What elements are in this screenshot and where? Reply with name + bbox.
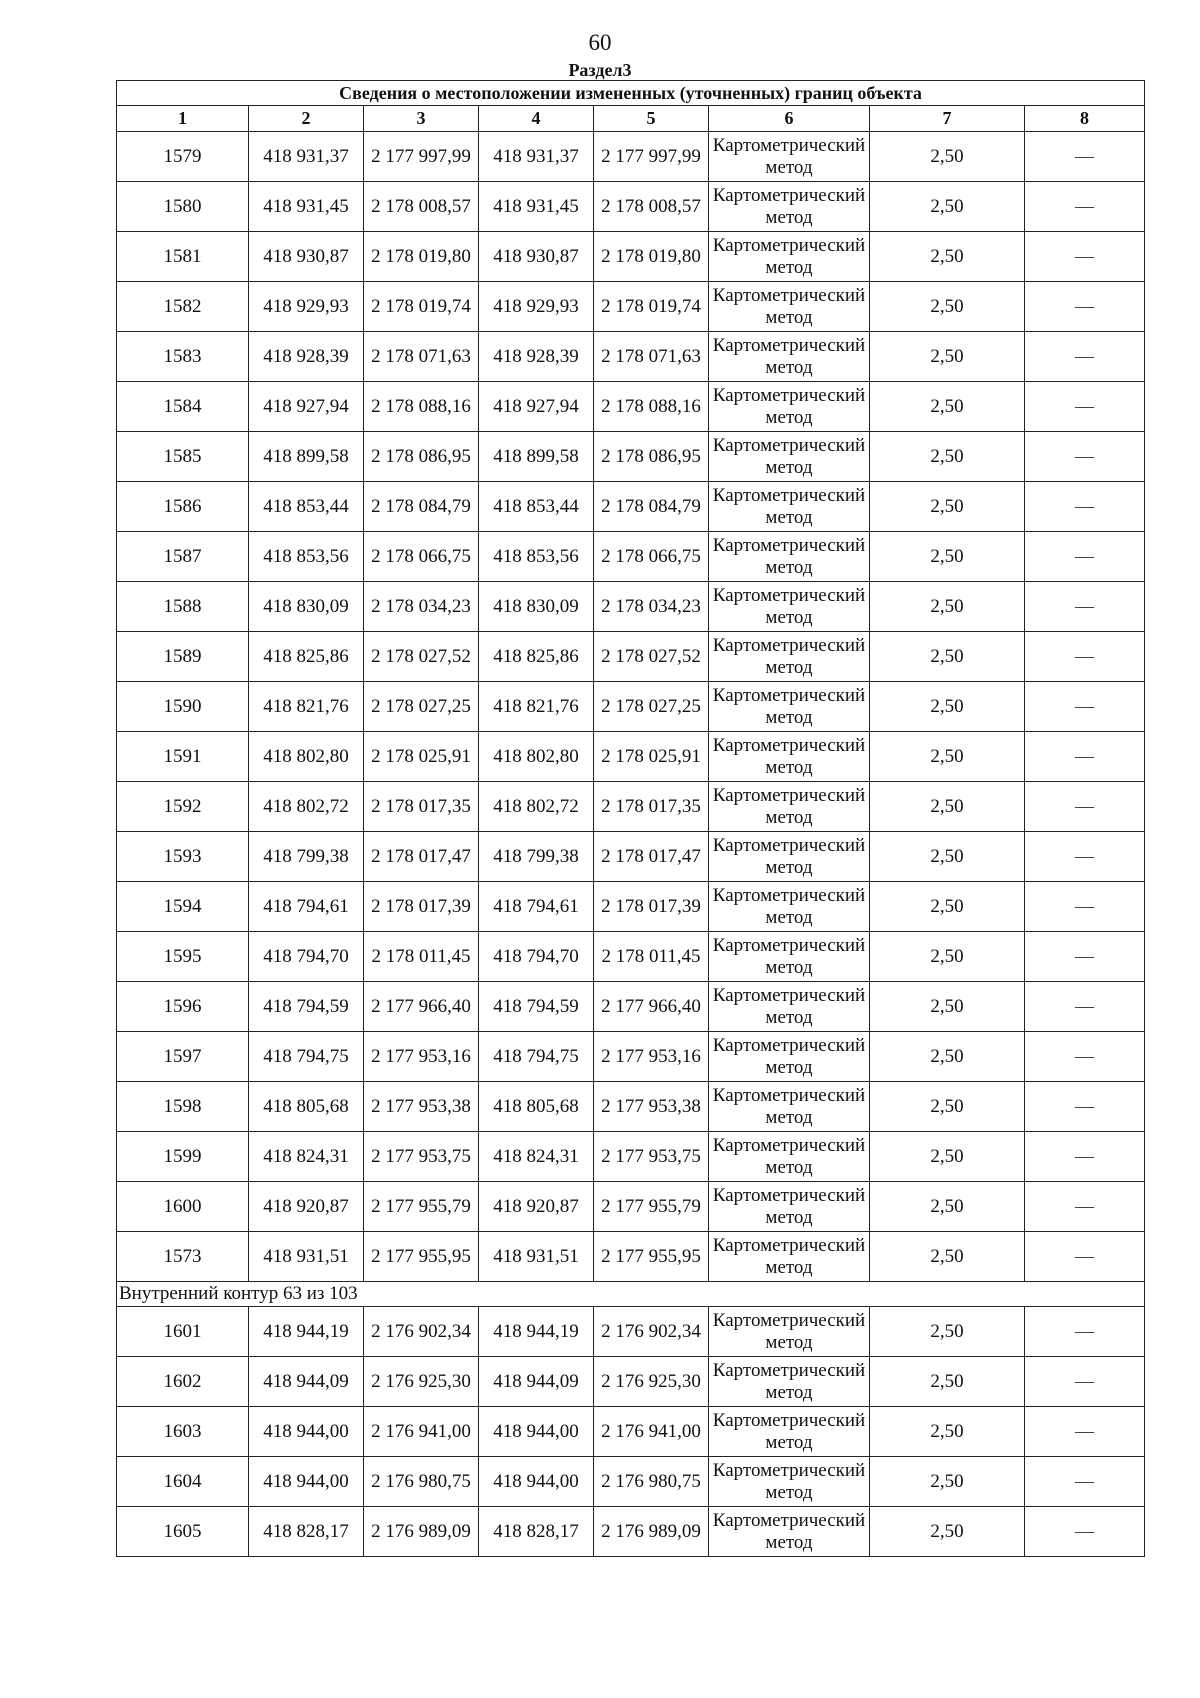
y-new-cell: 2 177 955,79 xyxy=(594,1182,709,1232)
y-old-cell: 2 178 019,80 xyxy=(364,232,479,282)
x-old-cell: 418 931,37 xyxy=(249,132,364,182)
method-cell: Картометрический метод xyxy=(709,682,870,732)
y-new-cell: 2 177 997,99 xyxy=(594,132,709,182)
point-number-cell: 1598 xyxy=(117,1082,249,1132)
description-cell: — xyxy=(1025,1307,1145,1357)
y-old-cell: 2 178 011,45 xyxy=(364,932,479,982)
method-cell: Картометрический метод xyxy=(709,832,870,882)
y-old-cell: 2 178 017,47 xyxy=(364,832,479,882)
precision-cell: 2,50 xyxy=(870,182,1025,232)
description-cell: — xyxy=(1025,232,1145,282)
x-new-cell: 418 824,31 xyxy=(479,1132,594,1182)
table-row xyxy=(117,432,1145,482)
x-new-cell: 418 802,72 xyxy=(479,782,594,832)
table-row xyxy=(117,1232,1145,1282)
column-header: 4 xyxy=(479,106,594,132)
point-number-cell: 1587 xyxy=(117,532,249,582)
precision-cell: 2,50 xyxy=(870,332,1025,382)
description-cell: — xyxy=(1025,1232,1145,1282)
precision-cell: 2,50 xyxy=(870,1407,1025,1457)
x-old-cell: 418 899,58 xyxy=(249,432,364,482)
table-row xyxy=(117,882,1145,932)
x-old-cell: 418 830,09 xyxy=(249,582,364,632)
x-old-cell: 418 927,94 xyxy=(249,382,364,432)
x-new-cell: 418 944,19 xyxy=(479,1307,594,1357)
description-cell: — xyxy=(1025,1132,1145,1182)
x-old-cell: 418 944,09 xyxy=(249,1357,364,1407)
table-row xyxy=(117,582,1145,632)
x-old-cell: 418 794,59 xyxy=(249,982,364,1032)
coordinates-table xyxy=(116,80,1145,1557)
x-old-cell: 418 821,76 xyxy=(249,682,364,732)
y-new-cell: 2 176 902,34 xyxy=(594,1307,709,1357)
x-old-cell: 418 944,19 xyxy=(249,1307,364,1357)
table-row xyxy=(117,682,1145,732)
y-old-cell: 2 177 953,75 xyxy=(364,1132,479,1182)
precision-cell: 2,50 xyxy=(870,232,1025,282)
description-cell: — xyxy=(1025,1182,1145,1232)
table-row xyxy=(117,482,1145,532)
point-number-cell: 1601 xyxy=(117,1307,249,1357)
precision-cell: 2,50 xyxy=(870,1082,1025,1132)
x-new-cell: 418 830,09 xyxy=(479,582,594,632)
method-cell: Картометрический метод xyxy=(709,432,870,482)
x-old-cell: 418 824,31 xyxy=(249,1132,364,1182)
description-cell: — xyxy=(1025,782,1145,832)
method-cell: Картометрический метод xyxy=(709,1457,870,1507)
precision-cell: 2,50 xyxy=(870,732,1025,782)
y-new-cell: 2 178 086,95 xyxy=(594,432,709,482)
method-cell: Картометрический метод xyxy=(709,482,870,532)
point-number-cell: 1592 xyxy=(117,782,249,832)
y-old-cell: 2 178 017,39 xyxy=(364,882,479,932)
x-old-cell: 418 802,80 xyxy=(249,732,364,782)
y-new-cell: 2 178 019,80 xyxy=(594,232,709,282)
precision-cell: 2,50 xyxy=(870,1182,1025,1232)
x-old-cell: 418 853,44 xyxy=(249,482,364,532)
x-new-cell: 418 799,38 xyxy=(479,832,594,882)
table-row xyxy=(117,1507,1145,1557)
method-cell: Картометрический метод xyxy=(709,582,870,632)
description-cell: — xyxy=(1025,1082,1145,1132)
precision-cell: 2,50 xyxy=(870,1132,1025,1182)
description-cell: — xyxy=(1025,882,1145,932)
table-row xyxy=(117,932,1145,982)
description-cell: — xyxy=(1025,832,1145,882)
table-row xyxy=(117,1132,1145,1182)
x-new-cell: 418 931,45 xyxy=(479,182,594,232)
y-old-cell: 2 178 025,91 xyxy=(364,732,479,782)
x-old-cell: 418 794,75 xyxy=(249,1032,364,1082)
y-new-cell: 2 178 017,39 xyxy=(594,882,709,932)
column-header: 7 xyxy=(870,106,1025,132)
x-old-cell: 418 920,87 xyxy=(249,1182,364,1232)
precision-cell: 2,50 xyxy=(870,1457,1025,1507)
y-new-cell: 2 176 989,09 xyxy=(594,1507,709,1557)
y-new-cell: 2 178 034,23 xyxy=(594,582,709,632)
precision-cell: 2,50 xyxy=(870,982,1025,1032)
y-old-cell: 2 176 980,75 xyxy=(364,1457,479,1507)
method-cell: Картометрический метод xyxy=(709,1357,870,1407)
description-cell: — xyxy=(1025,182,1145,232)
y-old-cell: 2 176 902,34 xyxy=(364,1307,479,1357)
table-row xyxy=(117,1407,1145,1457)
method-cell: Картометрический метод xyxy=(709,1407,870,1457)
point-number-cell: 1600 xyxy=(117,1182,249,1232)
x-old-cell: 418 828,17 xyxy=(249,1507,364,1557)
table-row xyxy=(117,182,1145,232)
description-cell: — xyxy=(1025,532,1145,582)
precision-cell: 2,50 xyxy=(870,1357,1025,1407)
y-old-cell: 2 178 017,35 xyxy=(364,782,479,832)
x-new-cell: 418 931,37 xyxy=(479,132,594,182)
description-cell: — xyxy=(1025,1032,1145,1082)
method-cell: Картометрический метод xyxy=(709,982,870,1032)
precision-cell: 2,50 xyxy=(870,1232,1025,1282)
table-row xyxy=(117,982,1145,1032)
y-old-cell: 2 178 084,79 xyxy=(364,482,479,532)
x-old-cell: 418 794,61 xyxy=(249,882,364,932)
y-old-cell: 2 177 997,99 xyxy=(364,132,479,182)
x-new-cell: 418 825,86 xyxy=(479,632,594,682)
x-new-cell: 418 929,93 xyxy=(479,282,594,332)
column-header: 5 xyxy=(594,106,709,132)
column-header: 6 xyxy=(709,106,870,132)
description-cell: — xyxy=(1025,332,1145,382)
y-old-cell: 2 177 953,16 xyxy=(364,1032,479,1082)
description-cell: — xyxy=(1025,632,1145,682)
point-number-cell: 1585 xyxy=(117,432,249,482)
method-cell: Картометрический метод xyxy=(709,1182,870,1232)
table-row xyxy=(117,532,1145,582)
precision-cell: 2,50 xyxy=(870,782,1025,832)
x-new-cell: 418 927,94 xyxy=(479,382,594,432)
x-old-cell: 418 825,86 xyxy=(249,632,364,682)
table-row xyxy=(117,1307,1145,1357)
method-cell: Картометрический метод xyxy=(709,632,870,682)
x-new-cell: 418 928,39 xyxy=(479,332,594,382)
description-cell: — xyxy=(1025,482,1145,532)
table-row xyxy=(117,832,1145,882)
table-body xyxy=(117,132,1145,1557)
point-number-cell: 1573 xyxy=(117,1232,249,1282)
y-old-cell: 2 176 941,00 xyxy=(364,1407,479,1457)
point-number-cell: 1596 xyxy=(117,982,249,1032)
description-cell: — xyxy=(1025,982,1145,1032)
y-new-cell: 2 178 088,16 xyxy=(594,382,709,432)
x-old-cell: 418 928,39 xyxy=(249,332,364,382)
x-new-cell: 418 899,58 xyxy=(479,432,594,482)
y-new-cell: 2 177 966,40 xyxy=(594,982,709,1032)
point-number-cell: 1583 xyxy=(117,332,249,382)
y-old-cell: 2 177 955,95 xyxy=(364,1232,479,1282)
point-number-cell: 1591 xyxy=(117,732,249,782)
y-new-cell: 2 178 019,74 xyxy=(594,282,709,332)
point-number-cell: 1581 xyxy=(117,232,249,282)
method-cell: Картометрический метод xyxy=(709,782,870,832)
y-old-cell: 2 176 925,30 xyxy=(364,1357,479,1407)
table-row xyxy=(117,382,1145,432)
y-old-cell: 2 177 966,40 xyxy=(364,982,479,1032)
page-number: 60 xyxy=(588,30,612,55)
table-row xyxy=(117,1457,1145,1507)
method-cell: Картометрический метод xyxy=(709,732,870,782)
y-old-cell: 2 178 071,63 xyxy=(364,332,479,382)
y-new-cell: 2 178 017,47 xyxy=(594,832,709,882)
contour-row xyxy=(117,1282,1145,1307)
y-new-cell: 2 178 017,35 xyxy=(594,782,709,832)
y-old-cell: 2 178 027,52 xyxy=(364,632,479,682)
y-old-cell: 2 178 088,16 xyxy=(364,382,479,432)
description-cell: — xyxy=(1025,1457,1145,1507)
method-cell: Картометрический метод xyxy=(709,332,870,382)
y-new-cell: 2 178 025,91 xyxy=(594,732,709,782)
point-number-cell: 1593 xyxy=(117,832,249,882)
description-cell: — xyxy=(1025,282,1145,332)
table-row xyxy=(117,232,1145,282)
method-cell: Картометрический метод xyxy=(709,232,870,282)
precision-cell: 2,50 xyxy=(870,682,1025,732)
precision-cell: 2,50 xyxy=(870,1307,1025,1357)
y-new-cell: 2 178 011,45 xyxy=(594,932,709,982)
y-new-cell: 2 178 066,75 xyxy=(594,532,709,582)
table-row xyxy=(117,632,1145,682)
x-old-cell: 418 853,56 xyxy=(249,532,364,582)
method-cell: Картометрический метод xyxy=(709,1507,870,1557)
description-cell: — xyxy=(1025,582,1145,632)
y-new-cell: 2 176 941,00 xyxy=(594,1407,709,1457)
table-row xyxy=(117,1082,1145,1132)
method-cell: Картометрический метод xyxy=(709,382,870,432)
y-new-cell: 2 176 980,75 xyxy=(594,1457,709,1507)
point-number-cell: 1604 xyxy=(117,1457,249,1507)
y-new-cell: 2 178 084,79 xyxy=(594,482,709,532)
y-old-cell: 2 177 953,38 xyxy=(364,1082,479,1132)
method-cell: Картометрический метод xyxy=(709,132,870,182)
method-cell: Картометрический метод xyxy=(709,932,870,982)
precision-cell: 2,50 xyxy=(870,582,1025,632)
description-cell: — xyxy=(1025,432,1145,482)
x-old-cell: 418 931,51 xyxy=(249,1232,364,1282)
y-new-cell: 2 177 955,95 xyxy=(594,1232,709,1282)
point-number-cell: 1602 xyxy=(117,1357,249,1407)
description-cell: — xyxy=(1025,1507,1145,1557)
column-header: 3 xyxy=(364,106,479,132)
point-number-cell: 1579 xyxy=(117,132,249,182)
precision-cell: 2,50 xyxy=(870,632,1025,682)
y-old-cell: 2 176 989,09 xyxy=(364,1507,479,1557)
precision-cell: 2,50 xyxy=(870,882,1025,932)
y-old-cell: 2 178 066,75 xyxy=(364,532,479,582)
description-cell: — xyxy=(1025,1407,1145,1457)
x-new-cell: 418 920,87 xyxy=(479,1182,594,1232)
x-new-cell: 418 794,70 xyxy=(479,932,594,982)
x-old-cell: 418 802,72 xyxy=(249,782,364,832)
table-row xyxy=(117,782,1145,832)
precision-cell: 2,50 xyxy=(870,382,1025,432)
point-number-cell: 1594 xyxy=(117,882,249,932)
y-old-cell: 2 178 008,57 xyxy=(364,182,479,232)
precision-cell: 2,50 xyxy=(870,432,1025,482)
column-header: 8 xyxy=(1025,106,1145,132)
y-old-cell: 2 178 027,25 xyxy=(364,682,479,732)
y-new-cell: 2 177 953,16 xyxy=(594,1032,709,1082)
point-number-cell: 1584 xyxy=(117,382,249,432)
precision-cell: 2,50 xyxy=(870,932,1025,982)
precision-cell: 2,50 xyxy=(870,282,1025,332)
table-caption: Сведения о местоположении измененных (уточненных) границ объекта xyxy=(117,81,1145,106)
column-header: 2 xyxy=(249,106,364,132)
precision-cell: 2,50 xyxy=(870,482,1025,532)
x-new-cell: 418 794,75 xyxy=(479,1032,594,1082)
x-new-cell: 418 794,61 xyxy=(479,882,594,932)
x-new-cell: 418 794,59 xyxy=(479,982,594,1032)
description-cell: — xyxy=(1025,682,1145,732)
table-row xyxy=(117,1182,1145,1232)
method-cell: Картометрический метод xyxy=(709,1232,870,1282)
y-new-cell: 2 176 925,30 xyxy=(594,1357,709,1407)
y-new-cell: 2 178 008,57 xyxy=(594,182,709,232)
method-cell: Картометрический метод xyxy=(709,282,870,332)
contour-label: Внутренний контур 63 из 103 xyxy=(117,1282,1145,1307)
x-old-cell: 418 799,38 xyxy=(249,832,364,882)
x-old-cell: 418 930,87 xyxy=(249,232,364,282)
y-new-cell: 2 177 953,38 xyxy=(594,1082,709,1132)
method-cell: Картометрический метод xyxy=(709,1082,870,1132)
description-cell: — xyxy=(1025,132,1145,182)
section-title: Раздел3 xyxy=(568,60,632,80)
method-cell: Картометрический метод xyxy=(709,532,870,582)
point-number-cell: 1580 xyxy=(117,182,249,232)
y-old-cell: 2 178 034,23 xyxy=(364,582,479,632)
method-cell: Картометрический метод xyxy=(709,1032,870,1082)
x-new-cell: 418 828,17 xyxy=(479,1507,594,1557)
description-cell: — xyxy=(1025,1357,1145,1407)
point-number-cell: 1597 xyxy=(117,1032,249,1082)
x-new-cell: 418 930,87 xyxy=(479,232,594,282)
table-row xyxy=(117,282,1145,332)
point-number-cell: 1588 xyxy=(117,582,249,632)
point-number-cell: 1589 xyxy=(117,632,249,682)
column-header-row xyxy=(117,106,1145,132)
x-old-cell: 418 944,00 xyxy=(249,1457,364,1507)
point-number-cell: 1605 xyxy=(117,1507,249,1557)
x-new-cell: 418 853,56 xyxy=(479,532,594,582)
x-new-cell: 418 805,68 xyxy=(479,1082,594,1132)
precision-cell: 2,50 xyxy=(870,1507,1025,1557)
description-cell: — xyxy=(1025,932,1145,982)
x-new-cell: 418 931,51 xyxy=(479,1232,594,1282)
table-row xyxy=(117,332,1145,382)
method-cell: Картометрический метод xyxy=(709,1132,870,1182)
y-new-cell: 2 177 953,75 xyxy=(594,1132,709,1182)
description-cell: — xyxy=(1025,382,1145,432)
point-number-cell: 1595 xyxy=(117,932,249,982)
x-new-cell: 418 944,00 xyxy=(479,1407,594,1457)
precision-cell: 2,50 xyxy=(870,132,1025,182)
table-row xyxy=(117,1357,1145,1407)
y-old-cell: 2 178 086,95 xyxy=(364,432,479,482)
table-row xyxy=(117,732,1145,782)
table-row xyxy=(117,132,1145,182)
method-cell: Картометрический метод xyxy=(709,182,870,232)
point-number-cell: 1603 xyxy=(117,1407,249,1457)
x-new-cell: 418 853,44 xyxy=(479,482,594,532)
x-old-cell: 418 805,68 xyxy=(249,1082,364,1132)
x-old-cell: 418 931,45 xyxy=(249,182,364,232)
x-new-cell: 418 944,00 xyxy=(479,1457,594,1507)
x-old-cell: 418 794,70 xyxy=(249,932,364,982)
description-cell: — xyxy=(1025,732,1145,782)
table-row xyxy=(117,1032,1145,1082)
x-old-cell: 418 929,93 xyxy=(249,282,364,332)
x-old-cell: 418 944,00 xyxy=(249,1407,364,1457)
x-new-cell: 418 821,76 xyxy=(479,682,594,732)
y-old-cell: 2 177 955,79 xyxy=(364,1182,479,1232)
x-new-cell: 418 944,09 xyxy=(479,1357,594,1407)
point-number-cell: 1590 xyxy=(117,682,249,732)
method-cell: Картометрический метод xyxy=(709,1307,870,1357)
x-new-cell: 418 802,80 xyxy=(479,732,594,782)
precision-cell: 2,50 xyxy=(870,832,1025,882)
y-new-cell: 2 178 027,52 xyxy=(594,632,709,682)
precision-cell: 2,50 xyxy=(870,1032,1025,1082)
y-old-cell: 2 178 019,74 xyxy=(364,282,479,332)
point-number-cell: 1599 xyxy=(117,1132,249,1182)
table-caption-row xyxy=(117,81,1145,106)
method-cell: Картометрический метод xyxy=(709,882,870,932)
point-number-cell: 1586 xyxy=(117,482,249,532)
column-header: 1 xyxy=(117,106,249,132)
y-new-cell: 2 178 071,63 xyxy=(594,332,709,382)
precision-cell: 2,50 xyxy=(870,532,1025,582)
point-number-cell: 1582 xyxy=(117,282,249,332)
y-new-cell: 2 178 027,25 xyxy=(594,682,709,732)
